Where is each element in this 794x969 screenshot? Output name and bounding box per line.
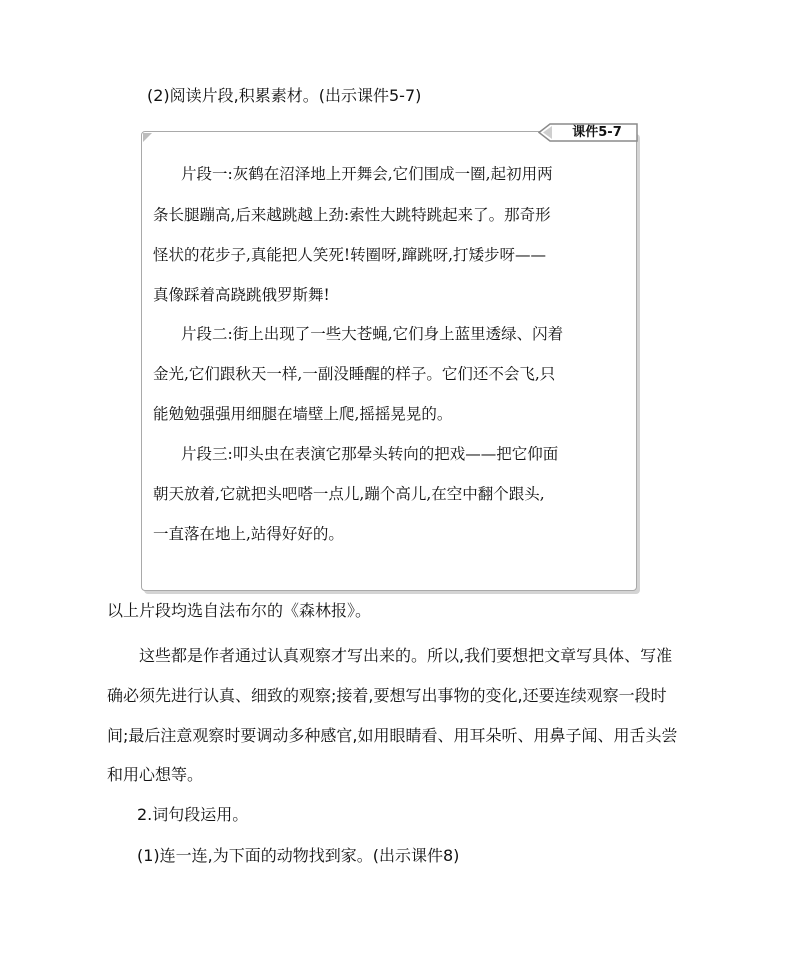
- fragment-3-line-1: 片段三:叩头虫在表演它那晕头转向的把戏——把它仰面: [181, 445, 559, 463]
- courseware-tab-label: 课件5-7: [572, 125, 622, 140]
- fragment-1-line-1: 片段一:灰鹤在沼泽地上开舞会,它们围成一圈,起初用两: [181, 165, 553, 183]
- fragment-2-line-2: 金光,它们跟秋天一样,一副没睡醒的样子。它们还不会飞,只: [153, 365, 556, 383]
- intro-line: (2)阅读片段,积累素材。(出示课件5-7): [147, 86, 422, 105]
- corner-fold-mark: [143, 133, 152, 142]
- fragment-1-line-2: 条长腿蹦高,后来越跳越上劲:索性大跳特跳起来了。那奇形: [153, 206, 551, 224]
- fragment-1-line-4: 真像踩着高跷跳俄罗斯舞!: [153, 286, 330, 304]
- paragraph-line-1: 这些都是作者通过认真观察才写出来的。所以,我们要想把文章写具体、写准: [139, 646, 673, 665]
- fragment-3-line-3: 一直落在地上,站得好好的。: [153, 525, 344, 543]
- paragraph-line-2: 确必须先进行认真、细致的观察;接着,要想写出事物的变化,还要连续观察一段时: [107, 686, 667, 705]
- courseware-box: [141, 125, 637, 591]
- source-note: 以上片段均选自法布尔的《森林报》。: [107, 601, 372, 620]
- fragment-2-line-3: 能勉勉强强用细腿在墙壁上爬,摇摇晃晃的。: [153, 405, 453, 423]
- paragraph-line-3: 间;最后注意观察时要调动多种感官,如用眼睛看、用耳朵听、用鼻子闻、用舌头尝: [107, 726, 678, 745]
- section-heading: 2.词句段运用。: [137, 805, 249, 824]
- courseware-tab: [538, 123, 638, 142]
- sub-item: (1)连一连,为下面的动物找到家。(出示课件8): [137, 846, 460, 865]
- fragment-1-line-3: 怪状的花步子,真能把人笑死!转圈呀,蹿跳呀,打矮步呀——: [153, 246, 547, 264]
- fragment-2-line-1: 片段二:街上出现了一些大苍蝇,它们身上蓝里透绿、闪着: [181, 325, 564, 343]
- paragraph-line-4: 和用心想等。: [107, 765, 204, 784]
- fragment-3-line-2: 朝天放着,它就把头吧嗒一点儿,蹦个高儿,在空中翻个跟头,: [153, 485, 545, 503]
